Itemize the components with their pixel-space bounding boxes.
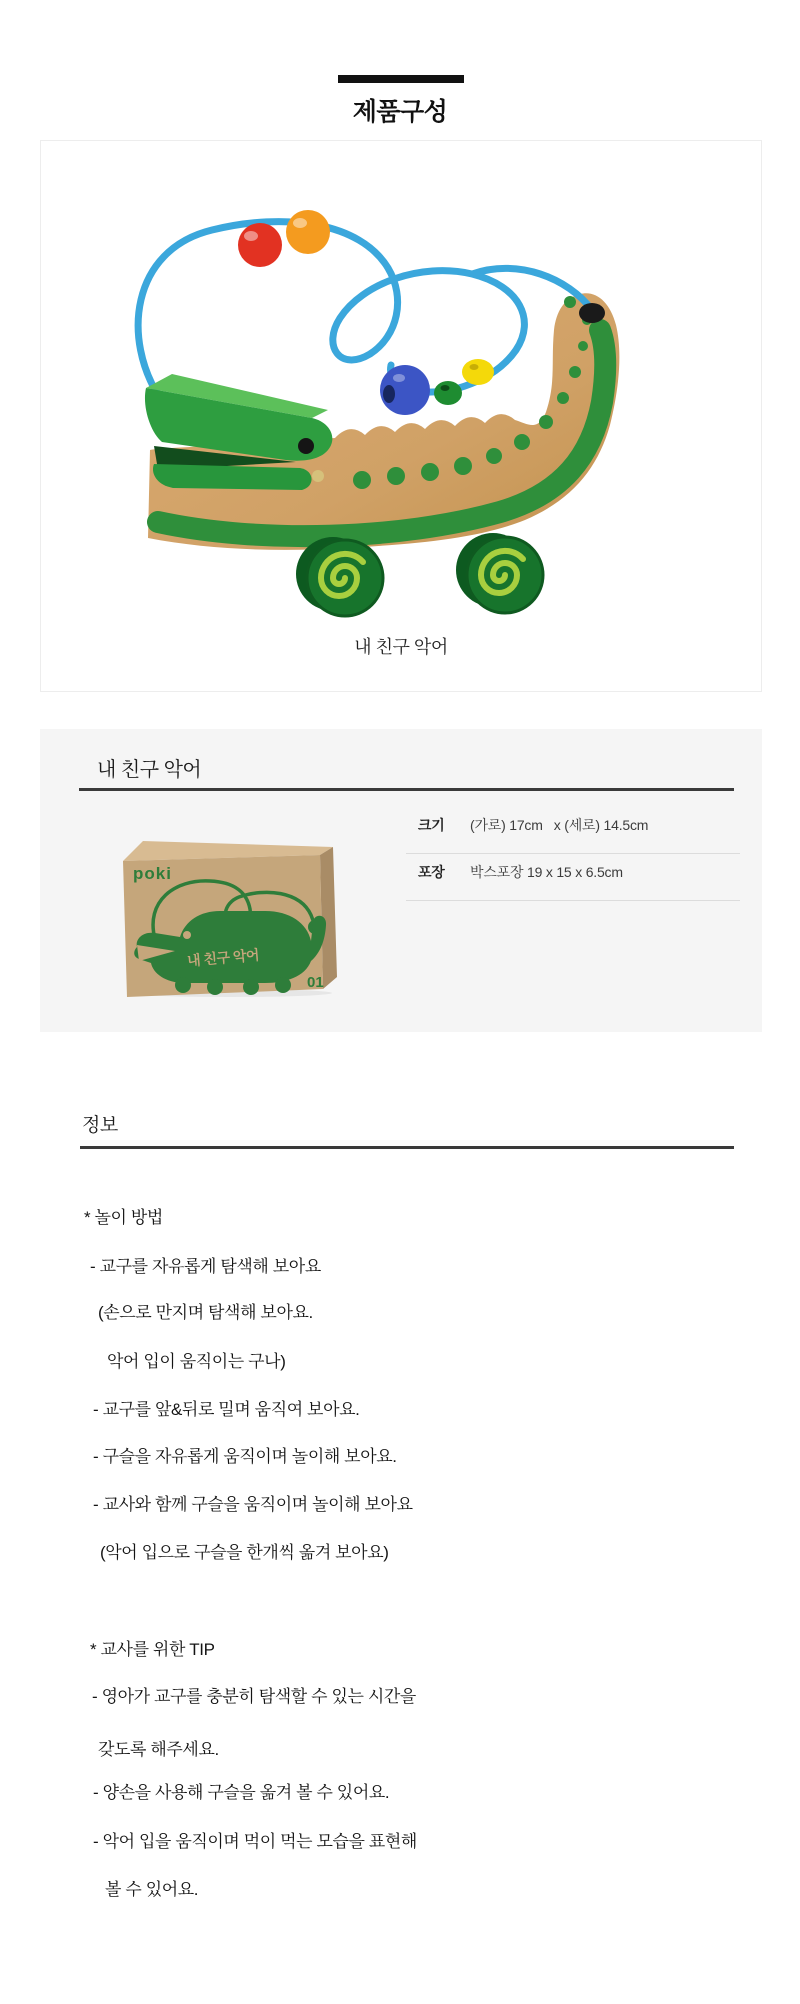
croc-mouth [145, 374, 332, 490]
box-brand-logo: poki [133, 864, 172, 883]
croc-wheels [296, 533, 543, 616]
croc-eye [298, 438, 314, 454]
spec-row-packaging [406, 854, 740, 901]
page-title: 제품구성 [352, 98, 448, 126]
crocodile-toy-illustration [100, 150, 660, 630]
teacher-tip-line: - 양손을 사용해 구슬을 옮겨 볼 수 있어요. [93, 1783, 390, 1802]
box-product-name-print: 내 친구 악어 [186, 946, 260, 969]
spec-row-size [406, 807, 740, 854]
spec-label-packaging: 포장 [418, 864, 445, 880]
teacher-tip-line: 볼 수 있어요. [105, 1880, 199, 1899]
teacher-tip-line: - 영아가 교구를 충분히 탐색할 수 있는 시간을 [92, 1687, 416, 1706]
play-method-header: * 놀이 방법 [84, 1208, 163, 1227]
play-method-line: - 구슬을 자유롭게 움직이며 놀이해 보아요. [93, 1447, 397, 1466]
teacher-tip-line: - 악어 입을 움직이며 먹이 먹는 모습을 표현해 [93, 1832, 417, 1851]
play-method-line: (악어 입으로 구슬을 한개씩 옮겨 보아요) [100, 1543, 389, 1562]
teacher-tip-header: * 교사를 위한 TIP [90, 1640, 215, 1659]
title-underline [79, 788, 734, 791]
spec-value-packaging: 박스포장 19 x 15 x 6.5cm [470, 864, 623, 880]
croc-jaw-dot [312, 470, 324, 482]
product-photo-caption: 내 친구 악어 [354, 637, 448, 657]
spec-value-size: (가로) 17cm x (세로) 14.5cm [470, 817, 649, 833]
teacher-tip-line: 갖도록 해주세요. [98, 1740, 219, 1759]
spec-label-size: 크기 [418, 817, 445, 833]
product-info-panel [40, 729, 762, 1032]
info-section-heading: 정보 [82, 1115, 118, 1136]
heading-accent-bar [338, 75, 464, 83]
play-method-line: - 교사와 함께 구슬을 움직이며 놀이해 보아요 [93, 1495, 413, 1514]
wire-end-cap [579, 303, 605, 323]
play-method-line: - 교구를 자유롭게 탐색해 보아요 [90, 1257, 321, 1276]
play-method-line: (손으로 만지며 탐색해 보아요. [98, 1303, 313, 1322]
product-name-title: 내 친구 악어 [97, 759, 202, 781]
box-number-print: 01 [307, 974, 324, 991]
info-section-underline [80, 1146, 734, 1149]
play-method-line: - 교구를 앞&뒤로 밀며 움직여 보아요. [93, 1400, 360, 1419]
play-method-line: 악어 입이 움직이는 구나) [107, 1352, 286, 1371]
product-box-illustration [115, 831, 345, 999]
product-photo-panel [40, 140, 762, 692]
bead-maze-wire [138, 222, 598, 398]
spec-table [406, 807, 740, 901]
